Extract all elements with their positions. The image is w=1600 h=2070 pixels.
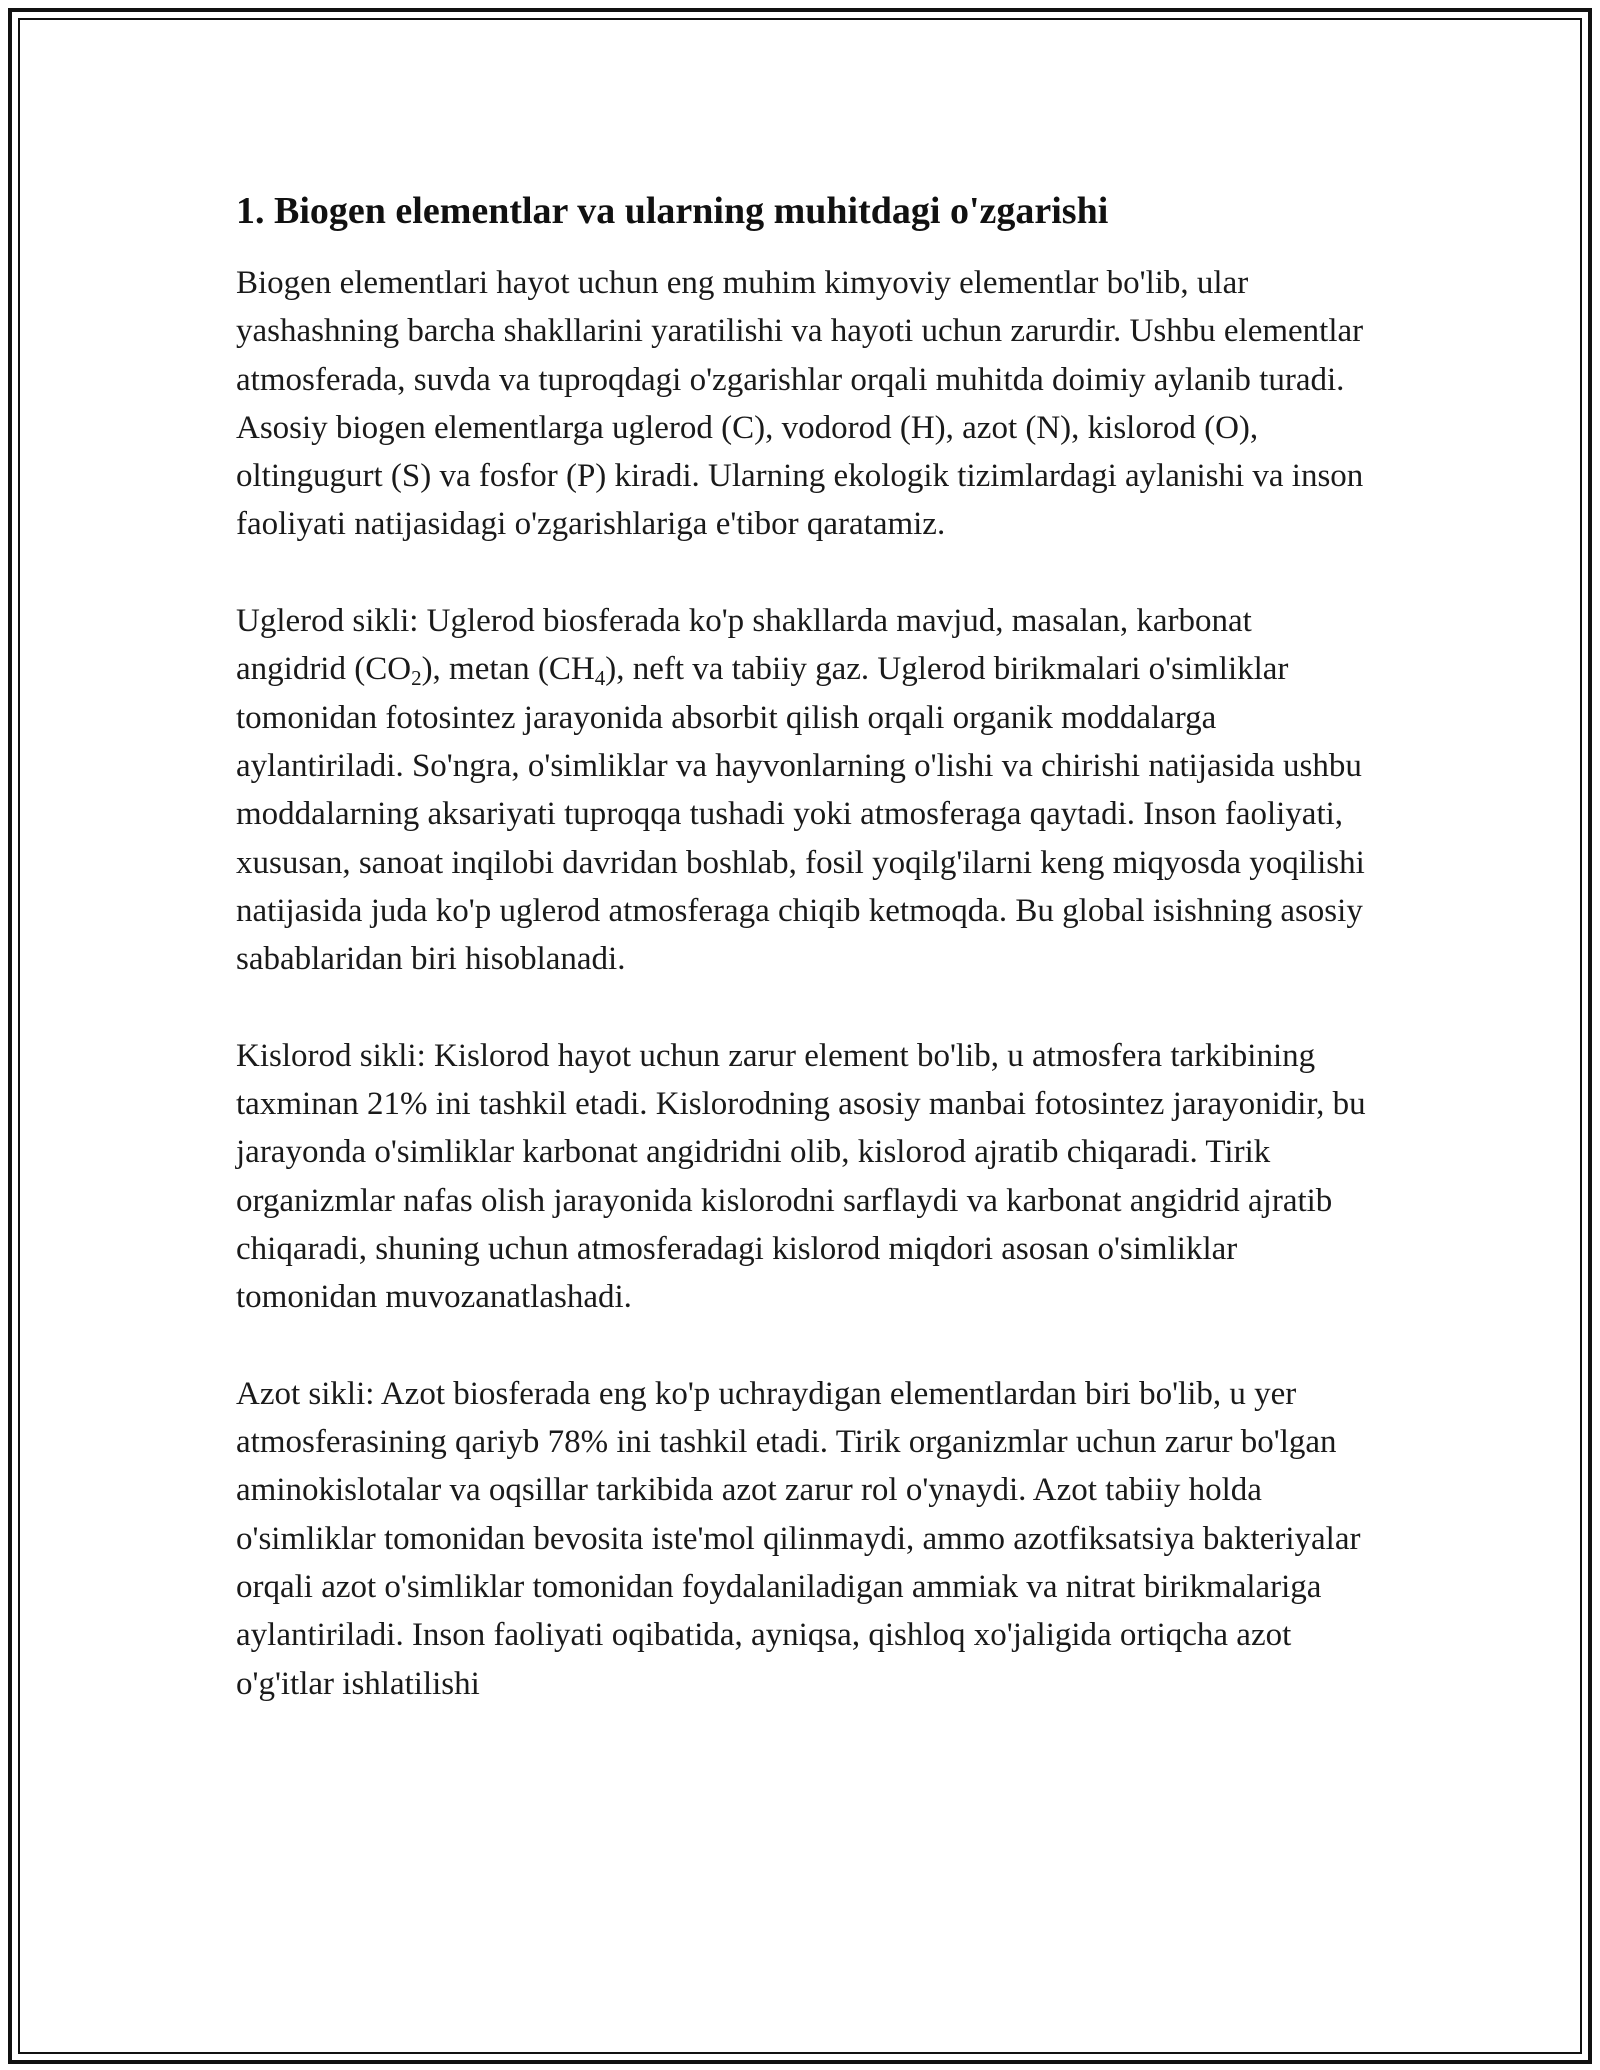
paragraph-carbon-cycle xyxy=(236,597,1366,983)
paragraph-nitrogen-cycle: Azot sikli: Azot biosferada eng ko'p uchraydigan elementlardan biri bo'lib, u yer atmosferasining qariyb 78% ini tashkil etadi. Tirik organizmlar uchun zarur bo'lgan aminokislotalar va oqsillar tarkibida azot zarur rol o'ynaydi. Azot tabiiy holda o'simliklar tomonidan bevosita iste'mol qilinmaydi, ammo azotfiksatsiya bakteriyalar orqali azot o'simliklar tomonidan foydalaniladigan ammiak va nitrat birikmalariga aylantiriladi. Inson faoliyati oqibatida, ayniqsa, qishloq xo'jaligida ortiqcha azot o'g'itlar ishlatilishi xyxy=(236,1375,1361,1702)
document-body xyxy=(236,186,1366,1756)
paragraph-oxygen-cycle: Kislorod sikli: Kislorod hayot uchun zarur element bo'lib, u atmosfera tarkibining taxminan 21% ini tashkil etadi. Kislorodning asosiy manbai fotosintez jarayonidir, bu jarayonda o'simliklar karbonat angidridni olib, kislorod ajratib chiqaradi. Tirik organizmlar nafas olish jarayonida kislorodni sarflaydi va karbonat angidrid ajratib chiqaradi, shuning uchun atmosferadagi kislorod miqdori asosan o'simliklar tomonidan muvozanatlashadi. xyxy=(236,1037,1366,1316)
carbon-text-part-1: Uglerod sikli: Uglerod biosferada ko'p shakllarda mavjud, masalan, karbonat angidrid (CO xyxy=(236,603,1252,688)
co2-subscript: 2 xyxy=(411,666,422,691)
carbon-text-part-2: ), metan (CH xyxy=(421,651,595,688)
section-heading: 1. Biogen elementlar va ularning muhitdagi o'zgarishi xyxy=(236,190,1109,232)
ch4-subscript: 4 xyxy=(594,666,606,691)
carbon-text-part-3: ), neft va tabiiy gaz. Uglerod birikmalari o'simliklar tomonidan fotosintez jarayonida absorbit qilish orqali organik moddalarga aylantiriladi. So'ngra, o'simliklar va hayvonlarning o'lishi va chirishi natijasida ushbu moddalarning aksariyati tuproqqa tushadi yoki atmosferaga qaytadi. Inson faoliyati, xususan, sanoat inqilobi davridan boshlab, fosil yoqilg'ilarni keng miqyosda yoqilishi natijasida juda ko'p uglerod atmosferaga chiqib ketmoqda. Bu global isishning asosiy sabablaridan biri hisoblanadi. xyxy=(236,651,1365,978)
paragraph-intro: Biogen elementlari hayot uchun eng muhim kimyoviy elementlar bo'lib, ular yashashning barcha shakllarini yaratilishi va hayoti uchun zarurdir. Ushbu elementlar atmosferada, suvda va tuproqdagi o'zgarishlar orqali muhitda doimiy aylanib turadi. Asosiy biogen elementlarga uglerod (C), vodorod (H), azot (N), kislorod (O), oltingugurt (S) va fosfor (P) kiradi. Ularning ekologik tizimlardagi aylanishi va inson faoliyati natijasidagi o'zgarishlariga e'tibor qaratamiz. xyxy=(236,265,1364,543)
